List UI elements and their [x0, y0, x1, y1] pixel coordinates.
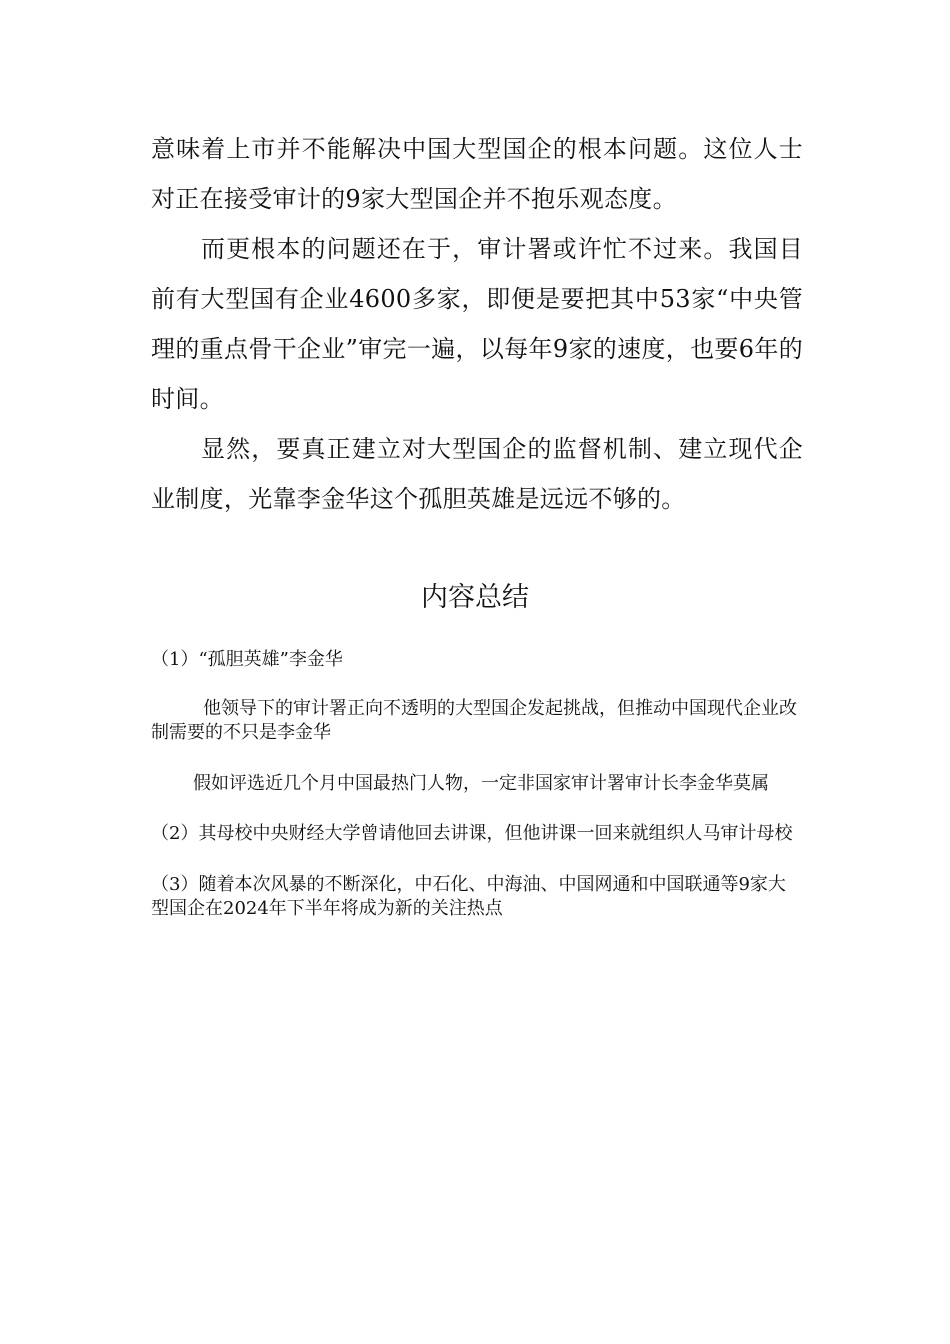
summary-item: （1）“孤胆英雄”李金华	[151, 649, 343, 670]
body-paragraph: 而更根本的问题还在于，审计署或许忙不过来。我国目前有大型国有企业4600多家，即便是要把其中53家“中央管理的重点骨干企业”审完一遍，以每年9家的速度，也要6年的时间。	[151, 235, 803, 413]
summary-item: 他领导下的审计署正向不透明的大型国企发起挑战，但推动中国现代企业改制需要的不只是李金华	[151, 698, 797, 743]
summary-item: （3）随着本次风暴的不断深化，中石化、中海油、中国网通和中国联通等9家大型国企在2024年下半年将成为新的关注热点	[151, 874, 786, 919]
summary-heading: 内容总结	[421, 582, 529, 613]
summary-item: 假如评选近几个月中国最热门人物，一定非国家审计署审计长李金华莫属	[193, 773, 769, 794]
body-paragraph: 显然，要真正建立对大型国企的监督机制、建立现代企业制度，光靠李金华这个孤胆英雄是远远不够的。	[151, 435, 803, 513]
summary-item: （2）其母校中央财经大学曾请他回去讲课，但他讲课一回来就组织人马审计母校	[151, 823, 793, 844]
body-paragraph: 意味着上市并不能解决中国大型国企的根本问题。这位人士对正在接受审计的9家大型国企并不抱乐观态度。	[151, 135, 803, 213]
